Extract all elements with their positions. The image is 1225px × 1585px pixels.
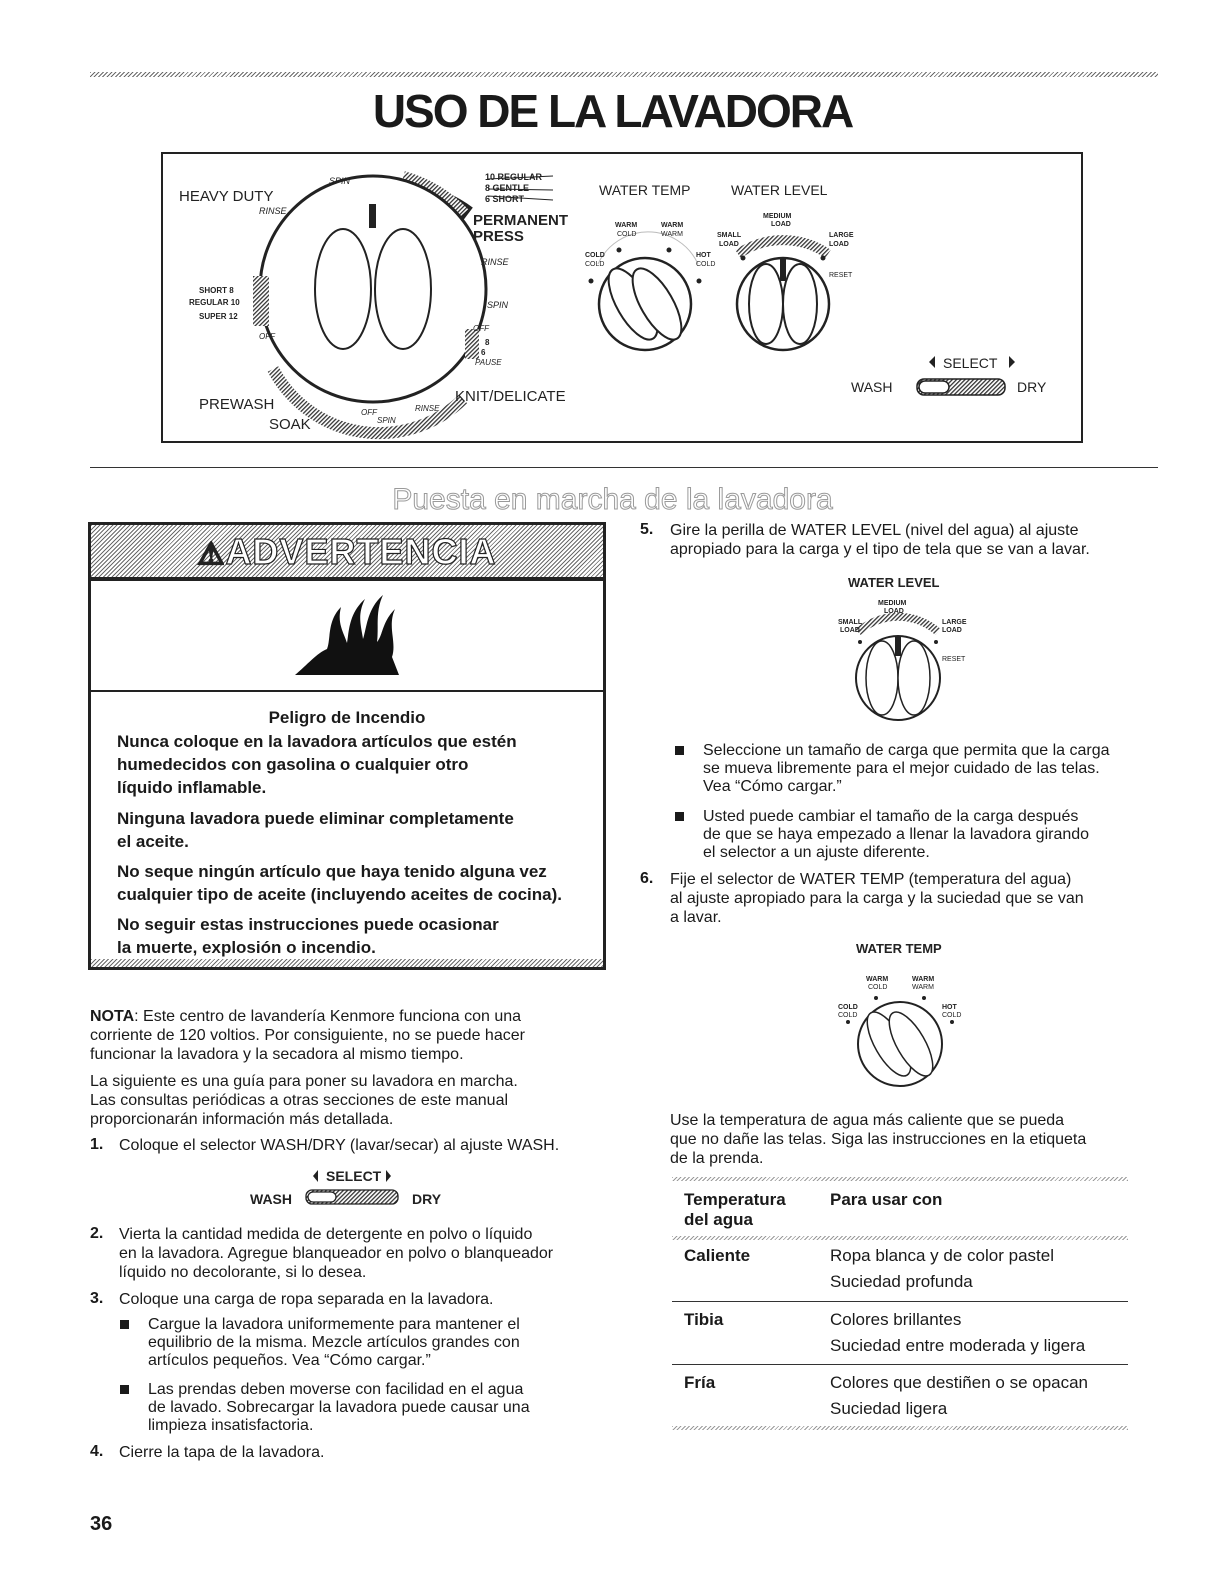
warning-title-text: ADVERTENCIA	[225, 531, 497, 572]
wt-warm-warm-2-small: WARM	[912, 984, 934, 991]
top-decorative-rule	[90, 72, 1158, 77]
step-6-line: al ajuste apropiado para la carga y la suciedad que se van	[670, 890, 1084, 907]
spin-label-2: SPIN	[487, 300, 509, 310]
use-line: que no dañe las telas. Siga las instrucciones en la etiqueta	[670, 1131, 1087, 1148]
warning-line: Ninguna lavadora puede eliminar completamente	[117, 809, 514, 828]
warning-triangle-icon: ⚠	[197, 538, 226, 571]
step-5-bullet-1-line: se mueva libremente para el mejor cuidado de las telas.	[703, 760, 1100, 777]
step-number: 5.	[640, 521, 654, 538]
step-5-bullet-1-line: Vea “Cómo cargar.”	[703, 778, 842, 795]
heavy-duty-label: HEAVY DUTY	[179, 188, 274, 205]
control-panel-illustration	[161, 152, 1083, 443]
wt-hot-cold-1: HOT	[696, 252, 711, 259]
wl-large-2-small: LOAD	[942, 627, 962, 634]
rinse-label-2: RINSE	[481, 257, 509, 267]
step-3-bullet-1-line: Cargue la lavadora uniformemente para mantener el	[148, 1316, 520, 1333]
hd-regular-label: REGULAR 10	[189, 298, 240, 307]
kd-8-label: 8	[485, 338, 490, 347]
step-6-line: a lavar.	[670, 909, 722, 926]
wl-large-1-small: LARGE	[942, 619, 967, 626]
wt-hot-cold-2: COLD	[696, 261, 716, 268]
water-temp-title: WATER TEMP	[599, 182, 691, 198]
table-row-divider	[672, 1364, 1128, 1365]
page-number: 36	[90, 1513, 113, 1535]
table-row-temp: Caliente	[684, 1246, 751, 1265]
wt-hot-cold-1-small: HOT	[942, 1004, 957, 1011]
intro-line: Las consultas periódicas a otras secciones de este manual	[90, 1092, 509, 1109]
prewash-label: PREWASH	[199, 396, 275, 413]
step-3-bullet-2-line: de lavado. Sobrecargar la lavadora puede causar una	[148, 1399, 530, 1416]
water-level-title: WATER LEVEL	[731, 182, 828, 198]
table-top-rule	[672, 1177, 1128, 1181]
warning-line: cualquier tipo de aceite (incluyendo aceites de cocina).	[117, 885, 562, 904]
warning-hazard: Peligro de Incendio	[268, 708, 426, 727]
step-number: 3.	[90, 1290, 104, 1307]
step-number: 6.	[640, 870, 654, 887]
step-3-bullet-2-line: limpieza insatisfactoria.	[148, 1417, 314, 1434]
wl-small-2-small: LOAD	[840, 627, 860, 634]
warning-box	[88, 522, 606, 970]
wt-cold-cold-1: COLD	[585, 252, 605, 259]
nota-label: NOTA	[90, 1008, 135, 1025]
warning-header	[91, 525, 603, 577]
nota-line: funcionar la lavadora y la secadora al mismo tiempo.	[90, 1046, 464, 1063]
hd-super-label: SUPER 12	[199, 312, 238, 321]
hd-short-label: SHORT 8	[199, 286, 234, 295]
wl-large-2: LOAD	[829, 241, 849, 248]
soak-label: SOAK	[269, 416, 311, 433]
step-number: 1.	[90, 1136, 104, 1153]
wl-small-2: LOAD	[719, 241, 739, 248]
rinse-label-3: RINSE	[415, 404, 440, 413]
use-line: Use la temperatura de agua más caliente que se pueda	[670, 1112, 1065, 1129]
warning-header-bar	[91, 577, 603, 581]
wt-cold-cold-2-small: COLD	[838, 1012, 858, 1019]
bullet-icon	[675, 746, 684, 755]
table-row-use: Suciedad ligera	[830, 1399, 948, 1418]
fire-icon	[287, 587, 407, 679]
wash-label: WASH	[851, 379, 893, 395]
step-3-bullet-1-line: equilibrio de la misma. Mezcle artículos grandes con	[148, 1334, 520, 1351]
warning-separator	[91, 690, 603, 692]
step-number: 2.	[90, 1225, 104, 1242]
wt-warm-cold-1-small: WARM	[866, 976, 889, 983]
warning-line: humedecidos con gasolina o cualquier otro	[117, 755, 469, 774]
wt-warm-cold-2: COLD	[617, 231, 637, 238]
step-3-text: Coloque una carga de ropa separada en la lavadora.	[119, 1291, 494, 1308]
water-temp-title-small: WATER TEMP	[856, 941, 942, 956]
warning-title	[91, 531, 603, 573]
section-title: Puesta en marcha de la lavadora	[392, 483, 833, 516]
step-1-text: Coloque el selector WASH/DRY (lavar/secar) al ajuste WASH.	[119, 1137, 560, 1154]
step-6-line: Fije el selector de WATER TEMP (temperatura del agua)	[670, 871, 1072, 888]
step-2-line: líquido no decolorante, si lo desea.	[119, 1264, 367, 1281]
wl-medium-1: MEDIUM	[763, 213, 792, 220]
spin-label: SPIN	[329, 176, 351, 186]
nota-line: : Este centro de lavandería Kenmore funciona con una	[134, 1008, 522, 1025]
nota-paragraph	[90, 1007, 521, 1026]
select-label: SELECT	[943, 355, 998, 371]
water-level-title-small: WATER LEVEL	[848, 575, 940, 590]
wt-warm-warm-1-small: WARM	[912, 976, 935, 983]
section-divider	[90, 467, 1158, 468]
table-header-use: Para usar con	[830, 1190, 943, 1209]
warning-line: líquido inflamable.	[117, 778, 267, 797]
step-4-text: Cierre la tapa de la lavadora.	[119, 1444, 325, 1461]
step-5-bullet-2-line: el selector a un ajuste diferente.	[703, 844, 930, 861]
pause-label: PAUSE	[475, 358, 502, 367]
table-row-use: Colores que destiñen o se opacan	[830, 1373, 1089, 1392]
table-row-use: Suciedad entre moderada y ligera	[830, 1336, 1086, 1355]
warning-line: No seque ningún artículo que haya tenido alguna vez	[117, 862, 547, 881]
wt-warm-cold-2-small: COLD	[868, 984, 888, 991]
step-5-line: Gire la perilla de WATER LEVEL (nivel del agua) al ajuste	[670, 522, 1079, 539]
bullet-icon	[675, 812, 684, 821]
wash-label-small: WASH	[250, 1191, 292, 1207]
table-row-divider	[672, 1301, 1128, 1302]
wl-reset-small: RESET	[942, 656, 966, 663]
cycle-gentle-label: 8 GENTLE	[485, 183, 530, 193]
step-2-line: Vierta la cantidad medida de detergente en polvo o líquido	[119, 1226, 533, 1243]
dry-label: DRY	[1017, 379, 1047, 395]
nota-line: corriente de 120 voltios. Por consiguiente, no se puede hacer	[90, 1027, 525, 1044]
wt-cold-cold-2: COLD	[585, 261, 605, 268]
step-number: 4.	[90, 1443, 104, 1460]
intro-line: proporcionarán información más detallada.	[90, 1111, 394, 1128]
step-5-bullet-1-line: Seleccione un tamaño de carga que permita que la carga	[703, 742, 1110, 759]
table-row-use: Suciedad profunda	[830, 1272, 973, 1291]
rinse-label: RINSE	[259, 206, 287, 216]
wt-warm-cold-1: WARM	[615, 222, 638, 229]
off-label-3: OFF	[361, 408, 377, 417]
step-3-bullet-2-line: Las prendas deben moverse con facilidad en el agua	[148, 1381, 524, 1398]
select-label-small: SELECT	[326, 1168, 382, 1184]
permanent-press-label: PERMANENT	[473, 212, 569, 229]
table-row-temp: Fría	[684, 1373, 716, 1392]
step-5-bullet-2-line: de que se haya empezado a llenar la lavadora girando	[703, 826, 1090, 843]
wt-warm-warm-2: WARM	[661, 231, 683, 238]
table-header-temp-1: Temperatura	[684, 1190, 786, 1209]
table-header-temp-2: del agua	[684, 1210, 753, 1229]
off-label: OFF	[473, 324, 489, 333]
step-5-bullet-2-line: Usted puede cambiar el tamaño de la carga después	[703, 808, 1079, 825]
warning-bottom-bar	[91, 959, 603, 967]
bullet-icon	[120, 1385, 129, 1394]
wl-small-1: SMALL	[717, 232, 742, 239]
wt-warm-warm-1: WARM	[661, 222, 684, 229]
use-line: de la prenda.	[670, 1150, 764, 1167]
intro-line: La siguiente es una guía para poner su lavadora en marcha.	[90, 1073, 518, 1090]
wl-small-1-small: SMALL	[838, 619, 863, 626]
wl-large-1: LARGE	[829, 232, 854, 239]
cycle-regular-label: 10 REGULAR	[485, 172, 543, 182]
step-2-line: en la lavadora. Agregue blanqueador en polvo o blanqueador	[119, 1245, 554, 1262]
step-5-line: apropiado para la carga y el tipo de tela que se van a lavar.	[670, 541, 1090, 558]
table-row-use: Colores brillantes	[830, 1310, 962, 1329]
permanent-press-label-2: PRESS	[473, 228, 524, 245]
warning-line: Nunca coloque en la lavadora artículos que estén	[117, 732, 517, 751]
wt-cold-cold-1-small: COLD	[838, 1004, 858, 1011]
off-label-2: OFF	[259, 332, 275, 341]
wt-hot-cold-2-small: COLD	[942, 1012, 962, 1019]
kd-6-label: 6	[481, 348, 486, 357]
dry-label-small: DRY	[412, 1191, 442, 1207]
knit-delicate-label: KNIT/DELICATE	[455, 388, 566, 405]
warning-line: No seguir estas instrucciones puede ocasionar	[117, 915, 499, 934]
table-bottom-rule	[672, 1426, 1128, 1430]
cycle-short-label: 6 SHORT	[485, 194, 525, 204]
bullet-icon	[120, 1320, 129, 1329]
table-row-temp: Tibia	[684, 1310, 724, 1329]
wl-medium-1-small: MEDIUM	[878, 600, 907, 607]
wl-medium-2: LOAD	[771, 221, 791, 228]
step-3-bullet-1-line: artículos pequeños. Vea “Cómo cargar.”	[148, 1352, 431, 1369]
spin-label-3: SPIN	[377, 416, 396, 425]
wl-medium-2-small: LOAD	[884, 608, 904, 615]
table-row-use: Ropa blanca y de color pastel	[830, 1246, 1054, 1265]
warning-line: el aceite.	[117, 832, 189, 851]
wl-reset-label: RESET	[829, 272, 853, 279]
table-header-rule	[672, 1236, 1128, 1240]
page-title: USO DE LA LAVADORA	[372, 85, 853, 137]
warning-line: la muerte, explosión o incendio.	[117, 938, 376, 957]
